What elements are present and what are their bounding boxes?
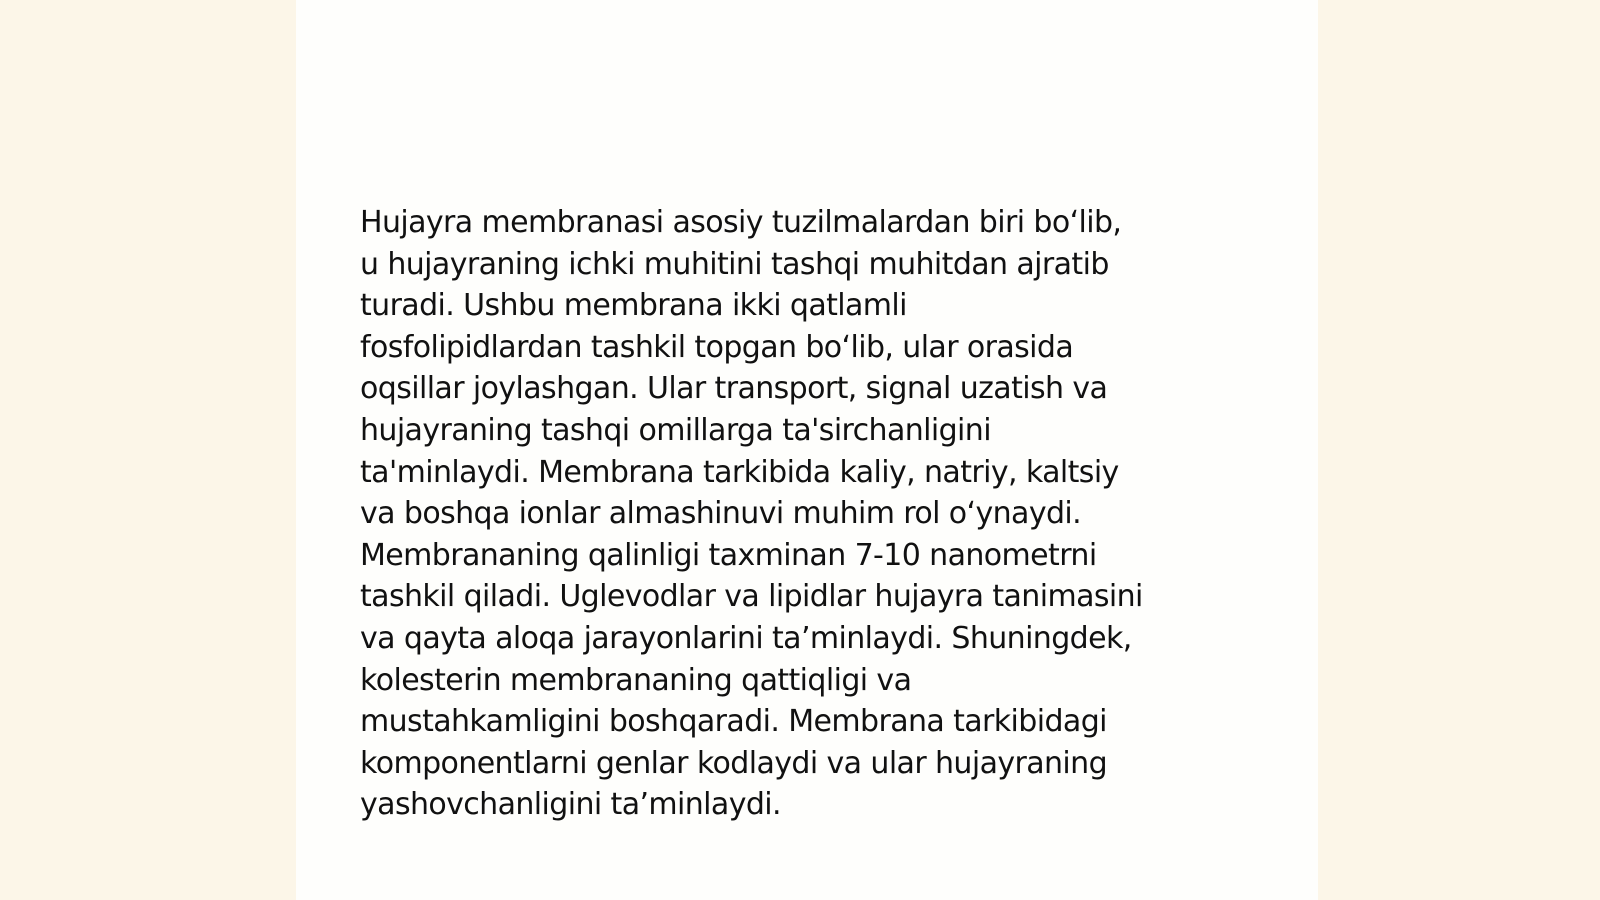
text-line: oqsillar joylashgan. Ular transport, signal uzatish va [360,371,1108,407]
text-line: yashovchanligini ta’minlaydi. [360,787,781,823]
document-page [296,0,1318,900]
text-line: u hujayraning ichki muhitini tashqi muhitdan ajratib [360,246,1109,282]
text-line: Hujayra membranasi asosiy tuzilmalardan biri bo‘lib, [360,205,1122,240]
text-line: fosfolipidlardan tashkil topgan bo‘lib, ular orasida [360,329,1074,365]
text-line: turadi. Ushbu membrana ikki qatlamli [360,288,907,324]
text-line: tashkil qiladi. Uglevodlar va lipidlar hujayra tanimasini [360,579,1143,615]
text-line: Membrananing qalinligi taxminan 7-10 nanometrni [360,537,1097,573]
text-line: va boshqa ionlar almashinuvi muhim rol o‘ynaydi. [360,496,1082,532]
text-line: hujayraning tashqi omillarga ta'sirchanligini [360,412,991,448]
text-line: komponentlarni genlar kodlaydi va ular hujayraning [360,745,1108,781]
text-line: va qayta aloqa jarayonlarini ta’minlaydi. Shuningdek, [360,620,1132,656]
text-line: mustahkamligini boshqaradi. Membrana tarkibidagi [360,704,1107,740]
text-line: ta'minlaydi. Membrana tarkibida kaliy, natriy, kaltsiy [360,454,1119,490]
text-line: kolesterin membrananing qattiqligi va [360,662,912,698]
body-paragraph [360,202,1260,826]
